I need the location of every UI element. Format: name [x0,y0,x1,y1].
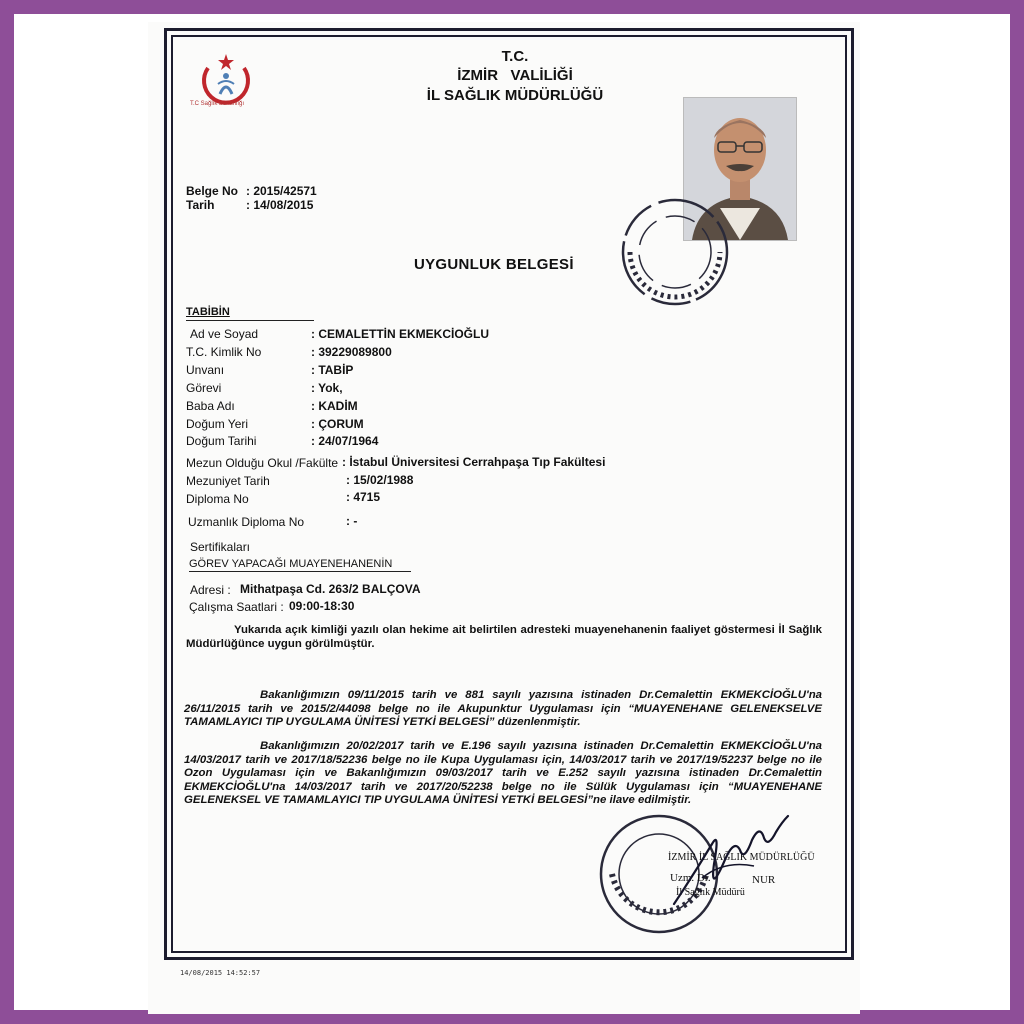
paragraph-approval: Yukarıda açık kimliği yazılı olan hekime ait belirtilen adresteki muayenehanenin faaliyet göstermesi İl Sağlık Müdürlüğünce uygun görülmüştür. [186,624,822,650]
field-value-tc-kimlik: : 39229089800 [311,345,392,359]
field-value-dogum-tarihi: : 24/07/1964 [311,434,379,448]
field-label-unvan: Unvanı [186,363,225,377]
print-timestamp: 14/08/2015 14:52:57 [180,969,261,977]
field-value-diploma-no: : 4715 [346,490,381,504]
field-label-dogum-tarihi: Doğum Tarihi [186,434,257,448]
signature-line1: İZMİR İL SAĞLIK MÜDÜRLÜĞÜ [668,852,815,863]
official-stamp-top-icon [610,192,740,310]
paragraph-ilave: Bakanlığımızın 20/02/2017 tarih ve E.196 sayılı yazısına istinaden Dr.Cemalettin EKMEKCİOĞLU'na 14/03/2017 tarih ve 2017/18/52236 belge no ile Kupa Uygulaması için, 14/03/2017 tarih ve 2017/19/52237 belge no ile Ozon Uygulaması için ve Bakanlığımızın 09/03/2017 tarih ve E.252 sayılı yazısına istinaden Dr.Cemalettin EKMEKCİOĞLU'na 14/03/2017 tarih ve 2017/20/52238 belge no ile Sülük Uygulaması için “MUAYENEHANE GELENEKSEL VE TAMAMLAYICI TIP UYGULAMA ÜNİTESİ YETKİ BELGESİ”ne ilave edilmiştir. [184,740,822,807]
tarih-label: Tarih [186,198,215,212]
field-label-sertifikalari: Sertifikaları [190,540,251,554]
field-label-ad-soyad: Ad ve Soyad [190,327,259,341]
muayenehane-heading: GÖREV YAPACAĞI MUAYENEHANENİN [189,558,393,570]
field-value-unvan: : TABİP [311,363,354,377]
field-label-mezun-okul: Mezun Olduğu Okul /Fakülte [186,456,339,470]
tarih-value: : 14/08/2015 [246,198,314,212]
belge-no-label: Belge No [186,184,239,198]
signature-line2: Uzm. Dr. [670,872,711,884]
header-tc: T.C. [501,48,529,65]
signature-line3: İl Sağlık Müdürü [676,887,745,898]
belge-no-value: : 2015/42571 [246,184,317,198]
field-value-mezun-okul: : İstabul Üniversitesi Cerrahpaşa Tıp Fakültesi [342,455,606,469]
adres-value: Mithatpaşa Cd. 263/2 BALÇOVA [240,582,421,596]
handwritten-signature-icon [664,804,794,914]
header-valilik: İZMİR VALİLİĞİ [457,67,573,84]
field-label-mezuniyet-tarih: Mezuniyet Tarih [186,474,270,488]
field-label-uzmanlik-diploma: Uzmanlık Diploma No [188,515,305,529]
signature-line2b: NUR [752,874,776,886]
calisma-saat-label: Çalışma Saatlari : [189,600,284,614]
field-label-tc-kimlik: T.C. Kimlik No [186,345,262,359]
field-value-ad-soyad: : CEMALETTİN EKMEKCİOĞLU [311,327,489,341]
field-label-dogum-yeri: Doğum Yeri [186,417,249,431]
header-mudurluk: İL SAĞLIK MÜDÜRLÜĞÜ [426,87,604,104]
muayenehane-underline [189,571,411,572]
tabibin-underline [186,320,314,321]
adres-label: Adresi : [190,583,231,597]
field-value-baba-adi: : KADİM [311,399,358,413]
paragraph-akupunktur: Bakanlığımızın 09/11/2015 tarih ve 881 sayılı yazısına istinaden Dr.Cemalettin EKMEKCİOĞLU'na 26/11/2015 tarih ve 2015/2/44098 belge no ile Akupunktur Uygulaması için “MUAYENEHANE GELENEKSELVE TAMAMLAYICI TIP UYGULAMA ÜNİTESİ YETKİ BELGESİ” düzenlenmiştir. [184,689,822,729]
field-value-gorevi: : Yok, [311,381,343,395]
field-label-baba-adi: Baba Adı [186,399,235,413]
field-value-mezuniyet-tarih: : 15/02/1988 [346,473,414,487]
field-value-uzmanlik-diploma: : - [346,514,358,528]
document-title: UYGUNLUK BELGESİ [414,256,574,273]
field-value-dogum-yeri: : ÇORUM [311,417,364,431]
field-label-gorevi: Görevi [186,381,222,395]
logo-caption: T.C Sağlık Bakanlığı [190,101,245,107]
field-label-diploma-no: Diploma No [186,492,249,506]
calisma-saat-value: 09:00-18:30 [289,599,355,613]
tabibin-heading: TABİBİN [186,306,230,318]
